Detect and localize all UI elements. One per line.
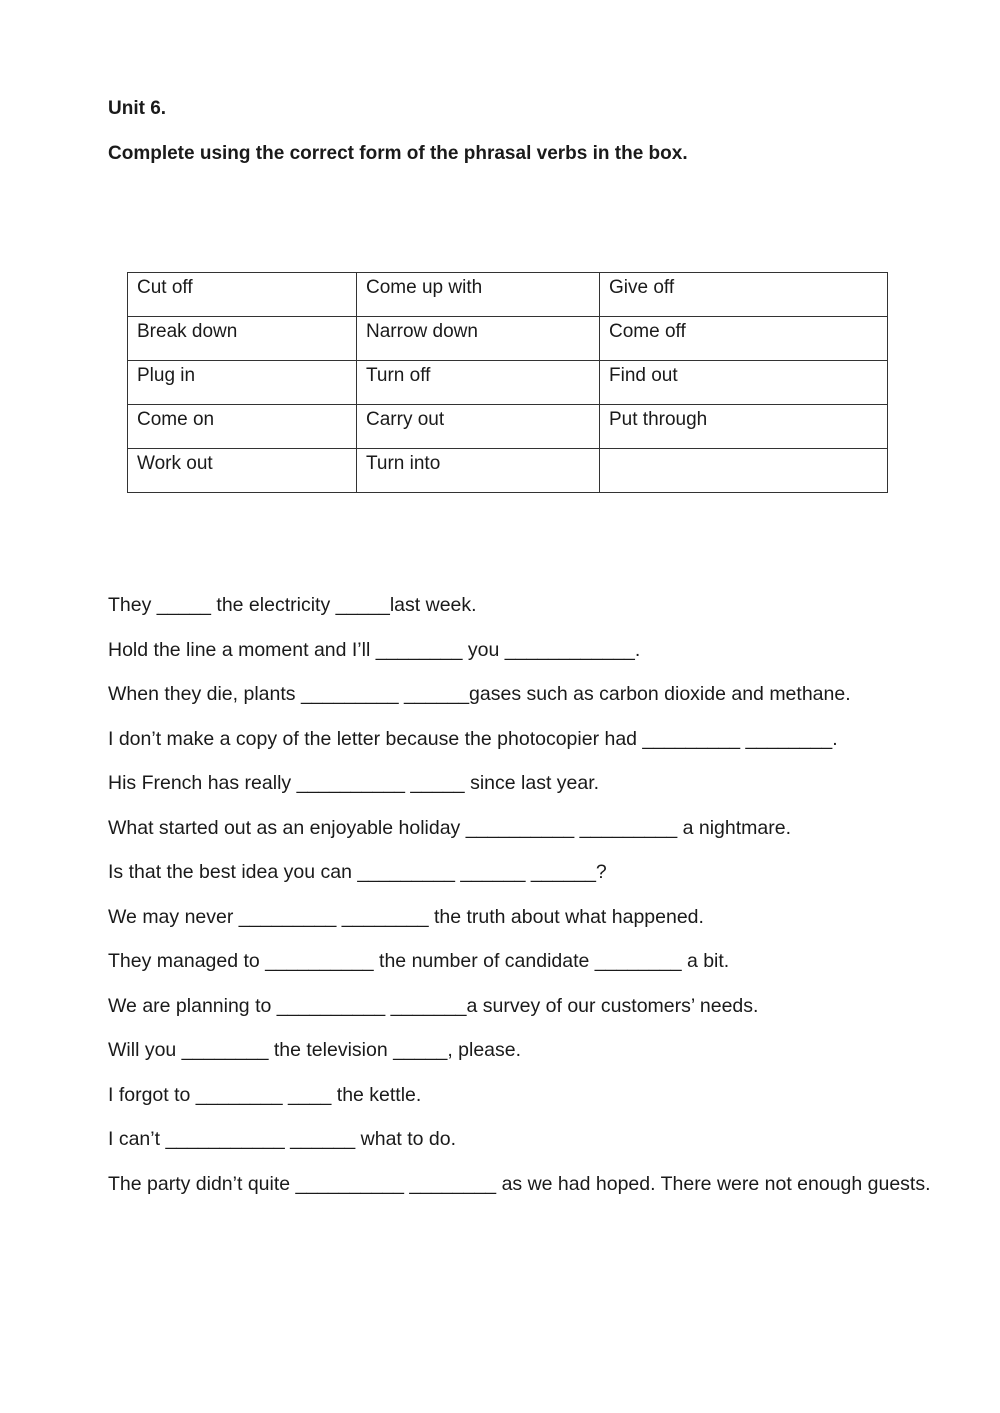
verb-cell: Come off — [600, 317, 888, 361]
verb-box-row — [128, 361, 888, 405]
exercise-sentence: They _____ the electricity _____last week. — [108, 594, 477, 616]
exercise-sentence: Will you ________ the television _____, please. — [108, 1039, 522, 1061]
exercise-sentence: What started out as an enjoyable holiday __________ _________ a nightmare. — [108, 816, 792, 839]
exercise-sentence: When they die, plants _________ ______gases such as carbon dioxide and methane. — [108, 683, 851, 705]
verb-cell: Turn into — [357, 449, 600, 493]
exercise-sentence: They managed to __________ the number of candidate ________ a bit. — [108, 950, 730, 972]
verb-cell: Turn off — [357, 361, 600, 405]
verb-box-row — [128, 449, 888, 493]
verb-cell: Give off — [600, 273, 888, 317]
verb-box-row — [128, 317, 888, 361]
verb-cell: Cut off — [128, 273, 357, 317]
exercise-sentence: We are planning to __________ _______a survey of our customers’ needs. — [108, 994, 759, 1017]
phrasal-verb-box — [127, 272, 888, 493]
verb-cell: Narrow down — [357, 317, 600, 361]
exercise-sentence: We may never _________ ________ the truth about what happened. — [108, 905, 704, 928]
exercise-sentence: His French has really __________ _____ since last year. — [108, 772, 600, 794]
verb-cell: Carry out — [357, 405, 600, 449]
exercise-sentence: Hold the line a moment and I’ll ________ you ____________. — [108, 638, 641, 661]
verb-cell: Come up with — [357, 273, 600, 317]
exercise-sentence: The party didn’t quite __________ ________ as we had hoped. There were not enough guests. — [108, 1172, 931, 1195]
exercise-sentence: Is that the best idea you can _________ ______ ______? — [108, 861, 607, 883]
verb-cell — [600, 449, 888, 493]
exercise-sentence: I forgot to ________ ____ the kettle. — [108, 1083, 422, 1106]
verb-cell: Work out — [128, 449, 357, 493]
instructions: Complete using the correct form of the phrasal verbs in the box. — [108, 143, 688, 164]
exercise-sentence: I can’t ___________ ______ what to do. — [108, 1128, 457, 1150]
verb-box-row — [128, 273, 888, 317]
verb-cell: Put through — [600, 405, 888, 449]
verb-cell: Break down — [128, 317, 357, 361]
exercise-sentence: I don’t make a copy of the letter because the photocopier had _________ ________. — [108, 727, 838, 750]
verb-cell: Plug in — [128, 361, 357, 405]
exercise-sentences — [108, 590, 948, 1213]
verb-box-row — [128, 405, 888, 449]
verb-cell: Come on — [128, 405, 357, 449]
verb-cell: Find out — [600, 361, 888, 405]
unit-title: Unit 6. — [108, 98, 167, 119]
